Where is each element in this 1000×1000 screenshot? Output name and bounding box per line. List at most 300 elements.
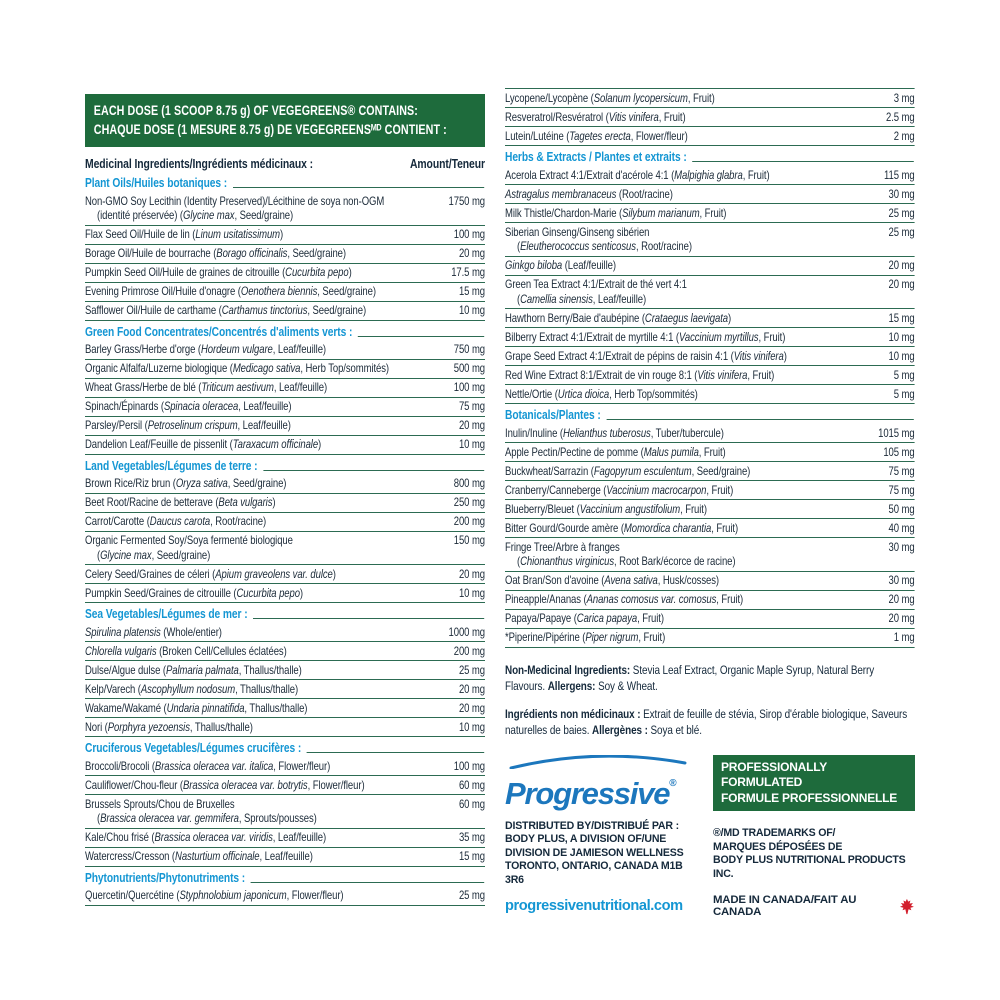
- text-segment: , Leaf/feuille): [259, 849, 313, 863]
- ingredient-name-continuation: [85, 548, 485, 563]
- text-segment: , Fruit): [638, 630, 666, 644]
- text-segment: Acerola Extract 4:1/Extrait d'acérole 4:1 (: [505, 167, 675, 182]
- ingredient-amount: 17.5 mg: [451, 265, 485, 279]
- ingredient-row: [505, 309, 915, 328]
- text-segment: Crataegus laevigata: [644, 310, 729, 325]
- ingredient-name: [85, 778, 453, 793]
- ingredient-amount: 20 mg: [458, 681, 485, 696]
- text-segment: Daucus carota: [149, 514, 211, 528]
- text-segment: , Thallus/thalle): [189, 719, 253, 734]
- trademark-block: [713, 827, 915, 881]
- text-segment: Kelp/Varech (: [85, 681, 141, 696]
- text-segment: , Thallus/thalle): [244, 700, 308, 715]
- ingredient-name: [85, 682, 453, 697]
- ingredient-name: [85, 246, 453, 261]
- text-segment: , Root/racine): [210, 514, 267, 528]
- amount-header: Amount/Teneur: [409, 156, 485, 171]
- dose-line-fr: CHAQUE DOSE (1 MESURE 8.75 g) DE VEGEGREENSᴹᴰ CONTIENT :: [93, 122, 447, 137]
- ingredient-amount: 60 mg: [458, 796, 485, 811]
- non-medicinal-fr: [505, 706, 915, 739]
- text-segment: Cranberry/Canneberge (: [505, 482, 607, 497]
- text-segment: Glycine max: [183, 208, 235, 222]
- ingredient-name: [505, 387, 887, 402]
- section-title: Land Vegetables/Légumes de terre :: [85, 457, 258, 473]
- ingredient-amount: 75 mg: [888, 482, 915, 497]
- section-rule: [358, 336, 484, 337]
- ingredient-row: [85, 661, 485, 680]
- text-segment: Brassica oleracea var. gemmifera: [100, 811, 239, 825]
- text-segment: Pumpkin Seed Oil/Huile de graines de citrouille (: [85, 265, 286, 279]
- text-segment: , Root Bark/écorce de racine): [614, 554, 736, 568]
- ingredient-row: [505, 276, 915, 310]
- text-segment: Nori (: [85, 719, 108, 734]
- section-rule: [606, 419, 914, 420]
- text-segment: , Herb Top/sommités): [609, 386, 698, 401]
- footer-left: [505, 755, 701, 919]
- ingredient-name: [505, 277, 882, 292]
- text-segment: Porphyra yezoensis: [107, 719, 190, 734]
- text-segment: Linum usitatissimum: [195, 227, 281, 241]
- text-segment: (: [97, 811, 101, 825]
- text-segment: Astragalus membranaceus: [505, 186, 617, 201]
- ingredient-name: [85, 361, 447, 376]
- text-segment: (Leaf/feuille): [562, 258, 616, 272]
- ingredient-row: [85, 379, 485, 398]
- text-segment: Organic Fermented Soy/Soya fermenté biologique: [85, 533, 293, 547]
- ingredient-amount: 150 mg: [453, 533, 485, 547]
- text-segment: Vitis vinifera: [697, 367, 748, 382]
- text-segment: , Leaf/feuille): [592, 291, 647, 306]
- address-line: DISTRIBUTED BY/DISTRIBUÉ PAR :: [505, 819, 679, 832]
- text-segment: , Tuber/tubercule): [650, 425, 724, 440]
- ingredient-name: [85, 533, 447, 548]
- ingredient-name: [85, 625, 442, 640]
- ingredient-name: [85, 586, 453, 601]
- logo-wordmark: Progressive: [505, 775, 670, 811]
- text-segment: Fagopyrum esculentum: [593, 463, 692, 478]
- ingredient-amount: 250 mg: [453, 495, 485, 509]
- text-segment: Parsley/Persil (: [85, 418, 148, 432]
- text-segment: Carthamus tinctorius: [221, 303, 308, 317]
- dose-line-en: EACH DOSE (1 SCOOP 8.75 g) OF VEGEGREENS® CONTAINS:: [93, 103, 418, 118]
- ingredient-amount: 10 mg: [458, 719, 485, 734]
- ingredient-amount: 20 mg: [888, 611, 915, 625]
- ingredient-row: [85, 245, 485, 264]
- text-segment: Non-Medicinal Ingredients:: [505, 662, 631, 677]
- ingredient-amount: 20 mg: [458, 700, 485, 715]
- ingredient-name: [85, 399, 453, 414]
- ingredient-name: [505, 445, 877, 460]
- text-segment: Carica papaya: [576, 611, 638, 625]
- text-segment: , Root/racine): [635, 239, 692, 253]
- text-segment: , Fruit): [742, 167, 770, 182]
- ingredient-row: [85, 565, 485, 584]
- made-in-text: MADE IN CANADA/FAIT AU CANADA: [713, 894, 857, 918]
- ingredient-amount: 100 mg: [453, 380, 485, 394]
- text-segment: Tagetes erecta: [569, 128, 631, 143]
- section-header: [85, 458, 485, 474]
- section-rule: [692, 161, 913, 162]
- text-segment: , Husk/cosses): [657, 573, 719, 587]
- ingredient-name: [85, 759, 447, 774]
- text-segment: Ascophyllum nodosum: [140, 681, 236, 696]
- ingredient-row: [85, 302, 485, 321]
- text-segment: Allergens:: [547, 679, 596, 693]
- ingredient-name: [505, 630, 887, 645]
- text-segment: Oryza sativa: [175, 476, 228, 490]
- text-segment: ): [332, 566, 336, 581]
- ingredient-amount: 100 mg: [453, 227, 485, 241]
- text-segment: Broccoli/Brocoli (: [85, 758, 155, 773]
- ingredient-name: [505, 206, 882, 221]
- ingredient-amount: 105 mg: [883, 444, 915, 459]
- section-header: [85, 740, 485, 756]
- text-segment: Carrot/Carotte (: [85, 514, 150, 528]
- text-segment: Celery Seed/Graines de céleri (: [85, 566, 216, 581]
- text-segment: Pumpkin Seed/Graines de citrouille (: [85, 585, 237, 600]
- ingredient-name: [505, 464, 882, 479]
- text-segment: Milk Thistle/Chardon-Marie (: [505, 205, 623, 220]
- text-segment: ): [728, 310, 732, 325]
- ingredient-row: [505, 108, 915, 127]
- ingredient-amount: 15 mg: [888, 310, 915, 325]
- ingredient-amount: 800 mg: [453, 476, 485, 490]
- text-segment: Cauliflower/Chou-fleur (: [85, 777, 183, 792]
- text-segment: Styphnolobium japonicum: [179, 888, 287, 902]
- text-segment: , Herb Top/sommités): [300, 361, 390, 375]
- label-footer: [505, 755, 915, 919]
- dose-header-box: [85, 94, 485, 147]
- trademark-line: BODY PLUS NUTRITIONAL PRODUCTS INC.: [713, 854, 906, 880]
- ingredient-amount: 2.5 mg: [885, 109, 915, 124]
- ingredient-row: [85, 757, 485, 776]
- ingredient-amount: 20 mg: [458, 246, 485, 260]
- ingredient-row: [505, 328, 915, 347]
- ingredient-row: [85, 341, 485, 360]
- ingredient-row: [505, 538, 915, 572]
- ingredient-amount: 40 mg: [888, 520, 915, 535]
- pro-box-line: PROFESSIONALLY FORMULATED: [721, 759, 827, 789]
- ingredient-row: [85, 680, 485, 699]
- ingredient-amount: 1000 mg: [448, 624, 485, 639]
- text-segment: Palmaria palmata: [165, 662, 239, 677]
- ingredient-name: [85, 701, 453, 716]
- medicinal-ingredients-header: Medicinal Ingredients/Ingrédients médicinaux :: [85, 156, 314, 171]
- ingredient-amount: 20 mg: [888, 592, 915, 606]
- text-segment: Borago officinalis: [216, 246, 288, 260]
- ingredient-name: [505, 129, 887, 144]
- ingredient-name: [505, 330, 882, 345]
- text-segment: (: [517, 291, 521, 306]
- text-segment: ): [299, 585, 304, 600]
- ingredient-row: [85, 829, 485, 848]
- text-segment: Malus pumila: [643, 444, 699, 459]
- text-segment: Avena sativa: [604, 573, 658, 587]
- ingredient-name: [505, 611, 882, 626]
- pro-box-line: FORMULE PROFESSIONNELLE: [721, 790, 898, 805]
- ingredient-row: [85, 776, 485, 795]
- section-title: Sea Vegetables/Légumes de mer :: [85, 606, 248, 621]
- text-segment: (identité préservée) (: [97, 208, 184, 222]
- text-segment: Nasturtium officinale: [175, 849, 260, 863]
- ingredient-row: [85, 699, 485, 718]
- ingredient-row: [505, 481, 915, 500]
- text-segment: (Root/racine): [616, 186, 673, 201]
- section-title: Plant Oils/Huiles botaniques :: [85, 175, 228, 190]
- ingredient-amount: 750 mg: [453, 342, 485, 356]
- text-segment: Vaccinium macrocarpon: [606, 482, 707, 497]
- text-segment: *Piperine/Pipérine (: [505, 630, 586, 644]
- ingredient-row: [505, 385, 915, 404]
- text-segment: , Seed/graine): [151, 547, 211, 562]
- text-segment: , Leaf/feuille): [238, 399, 292, 413]
- text-segment: Spirulina platensis: [85, 624, 161, 639]
- text-segment: Organic Alfalfa/Luzerne biologique (: [85, 361, 233, 375]
- text-segment: Piper nigrum: [585, 630, 639, 644]
- text-segment: , Flower/fleur): [630, 128, 688, 143]
- text-segment: Beet Root/Racine de betterave (: [85, 495, 219, 509]
- footer-right: [713, 755, 915, 919]
- text-segment: Dandelion Leaf/Feuille de pissenlit (: [85, 437, 233, 451]
- ingredient-name: [505, 540, 882, 555]
- ingredient-name-continuation: [505, 239, 915, 254]
- section-header: [505, 407, 915, 423]
- text-segment: Cucurbita pepo: [236, 585, 300, 600]
- made-in-canada: [713, 894, 915, 918]
- right-ingredients-column: [505, 88, 915, 918]
- text-segment: , Thallus/thalle): [238, 662, 302, 677]
- ingredient-row: [85, 494, 485, 513]
- ingredient-name-continuation: [505, 554, 915, 569]
- ingredient-name: [85, 797, 453, 812]
- ingredient-row: [85, 436, 485, 455]
- section-rule: [307, 752, 484, 753]
- section-header: [85, 606, 485, 622]
- ingredient-amount: 30 mg: [888, 539, 915, 554]
- ingredient-amount: 10 mg: [458, 437, 485, 451]
- ingredient-row: [85, 623, 485, 642]
- text-segment: Green Tea Extract 4:1/Extrait de thé vert 4:1: [505, 277, 687, 291]
- label-columns: [85, 88, 915, 918]
- text-segment: ): [783, 348, 787, 363]
- ingredient-name: [85, 514, 447, 529]
- ingredient-amount: 115 mg: [884, 167, 915, 182]
- ingredient-row: [85, 642, 485, 661]
- ingredient-name: [505, 368, 887, 383]
- text-segment: Resveratrol/Resvératrol (: [505, 109, 609, 124]
- logo-swoosh-icon: [507, 755, 689, 769]
- section-title: Botanicals/Plantes :: [505, 407, 601, 422]
- ingredient-row: [505, 127, 915, 146]
- address-line: TORONTO, ONTARIO, CANADA M1B 3R6: [505, 860, 683, 886]
- website-text: progressivenutritional.com: [505, 898, 683, 914]
- text-segment: Chlorella vulgaris: [85, 643, 157, 658]
- text-segment: Hawthorn Berry/Baie d'aubépine (: [505, 310, 645, 325]
- progressive-logo: [505, 755, 701, 811]
- ingredient-name: [505, 91, 887, 106]
- text-segment: Vaccinium myrtillus: [678, 329, 759, 344]
- ingredient-name: [505, 258, 882, 273]
- ingredient-name: [85, 644, 447, 659]
- ingredient-amount: 5 mg: [893, 367, 915, 382]
- text-segment: Ananas comosus var. comosus: [586, 592, 717, 606]
- text-segment: Soya et blé.: [647, 723, 702, 737]
- section-header: [85, 870, 485, 886]
- ingredient-row: [505, 88, 915, 108]
- ingredient-name: [85, 265, 445, 280]
- ingredient-row: [85, 192, 485, 226]
- ingredient-amount: 1 mg: [893, 630, 915, 644]
- ingredient-amount: 25 mg: [458, 662, 485, 677]
- text-segment: , Seed/graine): [287, 246, 346, 260]
- ingredient-row: [505, 500, 915, 519]
- text-segment: Grape Seed Extract 4:1/Extrait de pépins de raisin 4:1 (: [505, 348, 734, 363]
- text-segment: Lutein/Lutéine (: [505, 128, 570, 143]
- registered-mark: ®: [669, 777, 677, 789]
- text-segment: Undaria pinnatifida: [166, 700, 245, 715]
- table-header: [85, 156, 485, 171]
- text-segment: , Flower/fleur): [307, 777, 365, 792]
- text-segment: , Seed/graine): [307, 303, 367, 317]
- text-segment: Fringe Tree/Arbre à franges: [505, 539, 620, 554]
- text-segment: Wheat Grass/Herbe de blé (: [85, 380, 202, 394]
- ingredient-row: [505, 166, 915, 185]
- text-segment: Solanum lycopersicum: [593, 90, 688, 105]
- ingredient-amount: 5 mg: [893, 386, 915, 401]
- text-segment: Brassica oleracea var. viridis: [154, 830, 273, 844]
- text-segment: Bitter Gourd/Gourde amère (: [505, 520, 624, 535]
- text-segment: Hordeum vulgare: [200, 342, 273, 356]
- section-title: Green Food Concentrates/Concentrés d'aliments verts :: [85, 323, 353, 339]
- ingredient-row: [85, 887, 485, 906]
- section-title: Cruciferous Vegetables/Légumes crucifères :: [85, 740, 302, 755]
- text-segment: (Whole/entier): [160, 624, 222, 639]
- ingredient-name: [505, 168, 878, 183]
- ingredient-row: [505, 257, 915, 276]
- text-segment: ): [348, 265, 352, 279]
- ingredient-row: [505, 462, 915, 481]
- ingredient-amount: 15 mg: [458, 284, 485, 298]
- text-segment: Watercress/Cresson (: [85, 849, 176, 863]
- ingredient-name: [85, 227, 447, 242]
- ingredient-amount: 10 mg: [888, 348, 915, 363]
- text-segment: , Fruit): [758, 329, 786, 344]
- ingredient-row: [505, 610, 915, 629]
- text-segment: , Fruit): [747, 367, 775, 382]
- text-segment: Spinach/Épinards (: [85, 399, 164, 413]
- left-sections: [85, 175, 485, 906]
- text-segment: Chionanthus virginicus: [520, 554, 615, 568]
- section-rule: [253, 618, 484, 619]
- ingredient-name: [85, 342, 447, 357]
- text-segment: Nettle/Ortie (: [505, 386, 558, 401]
- ingredient-amount: 25 mg: [458, 888, 485, 902]
- ingredient-amount: 10 mg: [458, 585, 485, 600]
- address-line: DIVISION DE JAMIESON WELLNESS: [505, 846, 684, 859]
- non-medicinal-en: [505, 662, 915, 695]
- text-segment: Helianthus tuberosus: [562, 425, 651, 440]
- text-segment: ): [318, 437, 322, 451]
- text-segment: Silybum marianum: [622, 205, 700, 220]
- ingredient-row: [85, 226, 485, 245]
- text-segment: , Fruit): [699, 205, 727, 220]
- ingredient-name: [505, 426, 872, 441]
- text-segment: Vitis vinifera: [608, 109, 659, 124]
- text-segment: Bilberry Extract 4:1/Extrait de myrtille 4:1 (: [505, 329, 679, 344]
- distributor-address: [505, 820, 701, 888]
- ingredient-name: [85, 849, 453, 864]
- text-segment: , Seed/graine): [317, 284, 376, 298]
- ingredient-name: [85, 437, 453, 452]
- ingredient-row: [85, 398, 485, 417]
- section-title: Herbs & Extracts / Plantes et extraits :: [505, 149, 687, 164]
- text-segment: Borage Oil/Huile de bourrache (: [85, 246, 217, 260]
- text-segment: Buckwheat/Sarrazin (: [505, 463, 594, 478]
- text-segment: , Flower/fleur): [273, 758, 331, 773]
- section-rule: [263, 470, 484, 471]
- text-segment: Safflower Oil/Huile de carthame (: [85, 303, 222, 317]
- text-segment: Vitis vinifera: [733, 348, 784, 363]
- text-segment: Evening Primrose Oil/Huile d'onagre (: [85, 284, 241, 298]
- text-segment: (: [517, 554, 521, 568]
- left-ingredients-column: [85, 88, 485, 918]
- text-segment: Brassica oleracea var. italica: [154, 758, 274, 773]
- text-segment: Glycine max: [100, 547, 152, 562]
- text-segment: ): [280, 227, 284, 241]
- text-segment: Quercetin/Quercétine (: [85, 888, 180, 902]
- text-segment: Triticum aestivum: [201, 380, 274, 394]
- section-header: [85, 175, 485, 191]
- ingredient-amount: 500 mg: [453, 361, 485, 375]
- ingredient-name-continuation: [85, 208, 485, 223]
- ingredient-row: [85, 264, 485, 283]
- ingredient-row: [85, 513, 485, 532]
- ingredient-row: [85, 283, 485, 302]
- text-segment: Extrait de feuille de stévia, Sirop d'érable biologique, Saveurs naturelles de baies.: [505, 706, 908, 737]
- text-segment: , Leaf/feuille): [237, 418, 291, 432]
- ingredient-name: [505, 225, 882, 240]
- ingredient-row: [505, 204, 915, 223]
- text-segment: Wakame/Wakamé (: [85, 700, 167, 715]
- ingredient-amount: 2 mg: [893, 128, 915, 143]
- ingredient-row: [85, 718, 485, 737]
- text-segment: Brassica oleracea var. botrytis: [183, 777, 308, 792]
- ingredient-amount: 25 mg: [888, 205, 915, 220]
- text-segment: Soy & Wheat.: [595, 679, 658, 693]
- text-segment: , Flower/fleur): [286, 888, 344, 902]
- ingredient-name: [505, 521, 882, 536]
- ingredient-row: [85, 584, 485, 603]
- section-header: [505, 149, 915, 165]
- ingredient-name: [85, 418, 453, 433]
- text-segment: Papaya/Papaye (: [505, 611, 577, 625]
- text-segment: Medicago sativa: [232, 361, 301, 375]
- text-segment: Cucurbita pepo: [285, 265, 349, 279]
- professionally-formulated-box: [713, 755, 915, 812]
- text-segment: Kale/Chou frisé (: [85, 830, 155, 844]
- ingredient-amount: 10 mg: [888, 329, 915, 344]
- text-segment: Petroselinum crispum: [147, 418, 238, 432]
- ingredient-amount: 200 mg: [453, 514, 485, 528]
- ingredient-name: [505, 573, 882, 588]
- text-segment: Ginkgo biloba: [505, 258, 563, 272]
- text-segment: Red Wine Extract 8:1/Extrait de vin rouge 8:1 (: [505, 367, 698, 382]
- ingredient-row: [505, 424, 915, 443]
- text-segment: , Fruit): [637, 611, 664, 625]
- ingredient-row: [505, 519, 915, 538]
- ingredient-name: [505, 483, 882, 498]
- text-segment: (: [97, 547, 101, 562]
